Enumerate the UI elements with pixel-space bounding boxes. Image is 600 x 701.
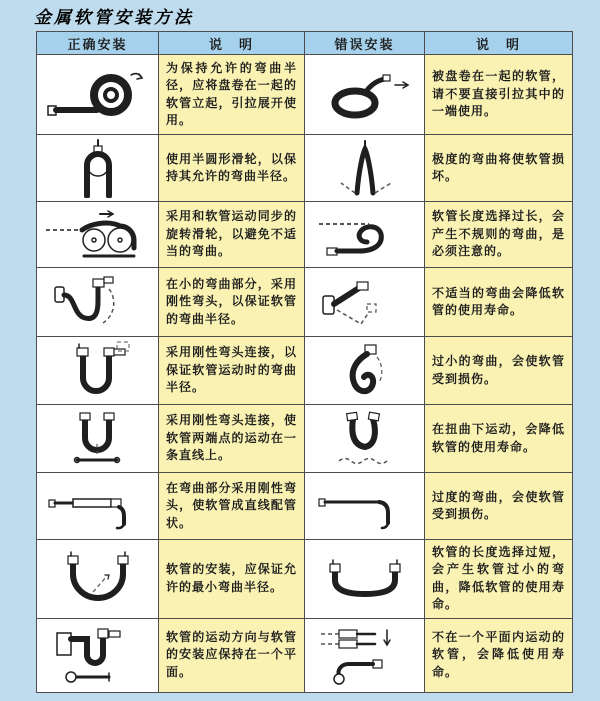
table-row <box>37 135 573 202</box>
correct-desc-1: 为保持允许的弯曲半径，应将盘卷在一起的软管立起，引拉展开使用。 <box>159 55 305 135</box>
table-row <box>37 55 573 135</box>
correct-image-cell-1 <box>37 55 159 135</box>
table-row <box>37 473 573 540</box>
rigid-elbow-small-bend-icon <box>37 271 158 333</box>
too-short-shallow-u-icon <box>305 550 424 608</box>
wrong-desc-2: 极度的弯曲将使软管损坏。 <box>425 135 573 202</box>
wrong-desc-1: 被盘卷在一起的软管，请不要直接引拉其中的一端使用。 <box>425 55 573 135</box>
out-of-plane-motion-icon <box>305 622 424 688</box>
wrong-desc-5: 过小的弯曲，会使软管受到损伤。 <box>425 337 573 405</box>
correct-image-cell-4 <box>37 268 159 337</box>
table-row <box>37 405 573 473</box>
correct-image-cell-7 <box>37 473 159 540</box>
wrong-image-cell-7 <box>305 473 425 540</box>
standing-coil-hose-icon <box>37 63 158 127</box>
correct-image-cell-6 <box>37 405 159 473</box>
table-row <box>37 337 573 405</box>
coil-pulled-from-end-icon <box>305 65 424 125</box>
wrong-image-cell-6 <box>305 405 425 473</box>
straight-line-motion-u-icon <box>37 408 158 470</box>
wrong-desc-4: 不适当的弯曲会降低软管的使用寿命。 <box>425 268 573 337</box>
wrong-desc-8: 软管的长度选择过短，会产生软管过小的弯曲，降低软管的使用寿命。 <box>425 540 573 619</box>
wrong-image-cell-8 <box>305 540 425 619</box>
wrong-image-cell-5 <box>305 337 425 405</box>
single-plane-motion-trap-icon <box>37 621 158 689</box>
wrong-image-cell-3 <box>305 202 425 268</box>
wrong-image-cell-2 <box>305 135 425 202</box>
header-description-2: 说 明 <box>425 32 573 55</box>
page-title: 金属软管安装方法 <box>34 8 194 28</box>
correct-desc-3: 采用和软管运动同步的旋转滑轮，以避免不适当的弯曲。 <box>159 202 305 268</box>
rigid-elbow-u-connection-icon <box>37 340 158 402</box>
correct-desc-9: 软管的运动方向与软管的安装应保持在一个平面。 <box>159 618 305 692</box>
correct-desc-5: 采用刚性弯头连接，以保证软管运动时的弯曲半径。 <box>159 337 305 405</box>
correct-desc-4: 在小的弯曲部分，采用刚性弯头，以保证软管的弯曲半径。 <box>159 268 305 337</box>
correct-image-cell-8 <box>37 540 159 619</box>
improper-sharp-bend-icon <box>305 272 424 332</box>
correct-desc-7: 在弯曲部分采用刚性弯头，使软管成直线配管状。 <box>159 473 305 540</box>
extreme-pinched-bend-icon <box>305 139 424 197</box>
wrong-desc-3: 软管长度选择过长，会产生不规则的弯曲，是必须注意的。 <box>425 202 573 268</box>
table-row <box>37 268 573 337</box>
too-small-hook-bend-icon <box>305 341 424 401</box>
semicircular-pulley-icon <box>37 138 158 198</box>
wrong-desc-7: 过度的弯曲，会使软管受到损伤。 <box>425 473 573 540</box>
wrong-desc-6: 在扭曲下运动，会降低软管的使用寿命。 <box>425 405 573 473</box>
correct-desc-6: 采用刚性弯头连接，使软管两端点的运动在一条直线上。 <box>159 405 305 473</box>
excessive-end-bend-icon <box>305 477 424 535</box>
correct-desc-2: 使用半圆形滑轮，以保持其允许的弯曲半径。 <box>159 135 305 202</box>
correct-image-cell-3 <box>37 202 159 268</box>
rigid-elbow-straight-piping-icon <box>37 476 158 536</box>
header-row <box>37 32 573 55</box>
header-correct-install: 正确安装 <box>37 32 159 55</box>
minimum-bend-radius-u-icon <box>37 548 158 610</box>
table-row <box>37 540 573 619</box>
wrong-image-cell-1 <box>305 55 425 135</box>
twisted-motion-u-icon <box>305 409 424 469</box>
header-wrong-install: 错误安装 <box>305 32 425 55</box>
correct-desc-8: 软管的安装，应保证允许的最小弯曲半径。 <box>159 540 305 619</box>
wrong-image-cell-4 <box>305 268 425 337</box>
irregular-loop-too-long-icon <box>305 206 424 264</box>
wrong-desc-9: 不在一个平面内运动的软管，会降低使用寿命。 <box>425 618 573 692</box>
correct-image-cell-9 <box>37 618 159 692</box>
wrong-image-cell-9 <box>305 618 425 692</box>
table-row <box>37 618 573 692</box>
header-description-1: 说 明 <box>159 32 305 55</box>
table-row <box>37 202 573 268</box>
correct-image-cell-2 <box>37 135 159 202</box>
correct-image-cell-5 <box>37 337 159 405</box>
installation-table <box>36 31 573 693</box>
synchronized-rotating-pulleys-icon <box>37 206 158 264</box>
